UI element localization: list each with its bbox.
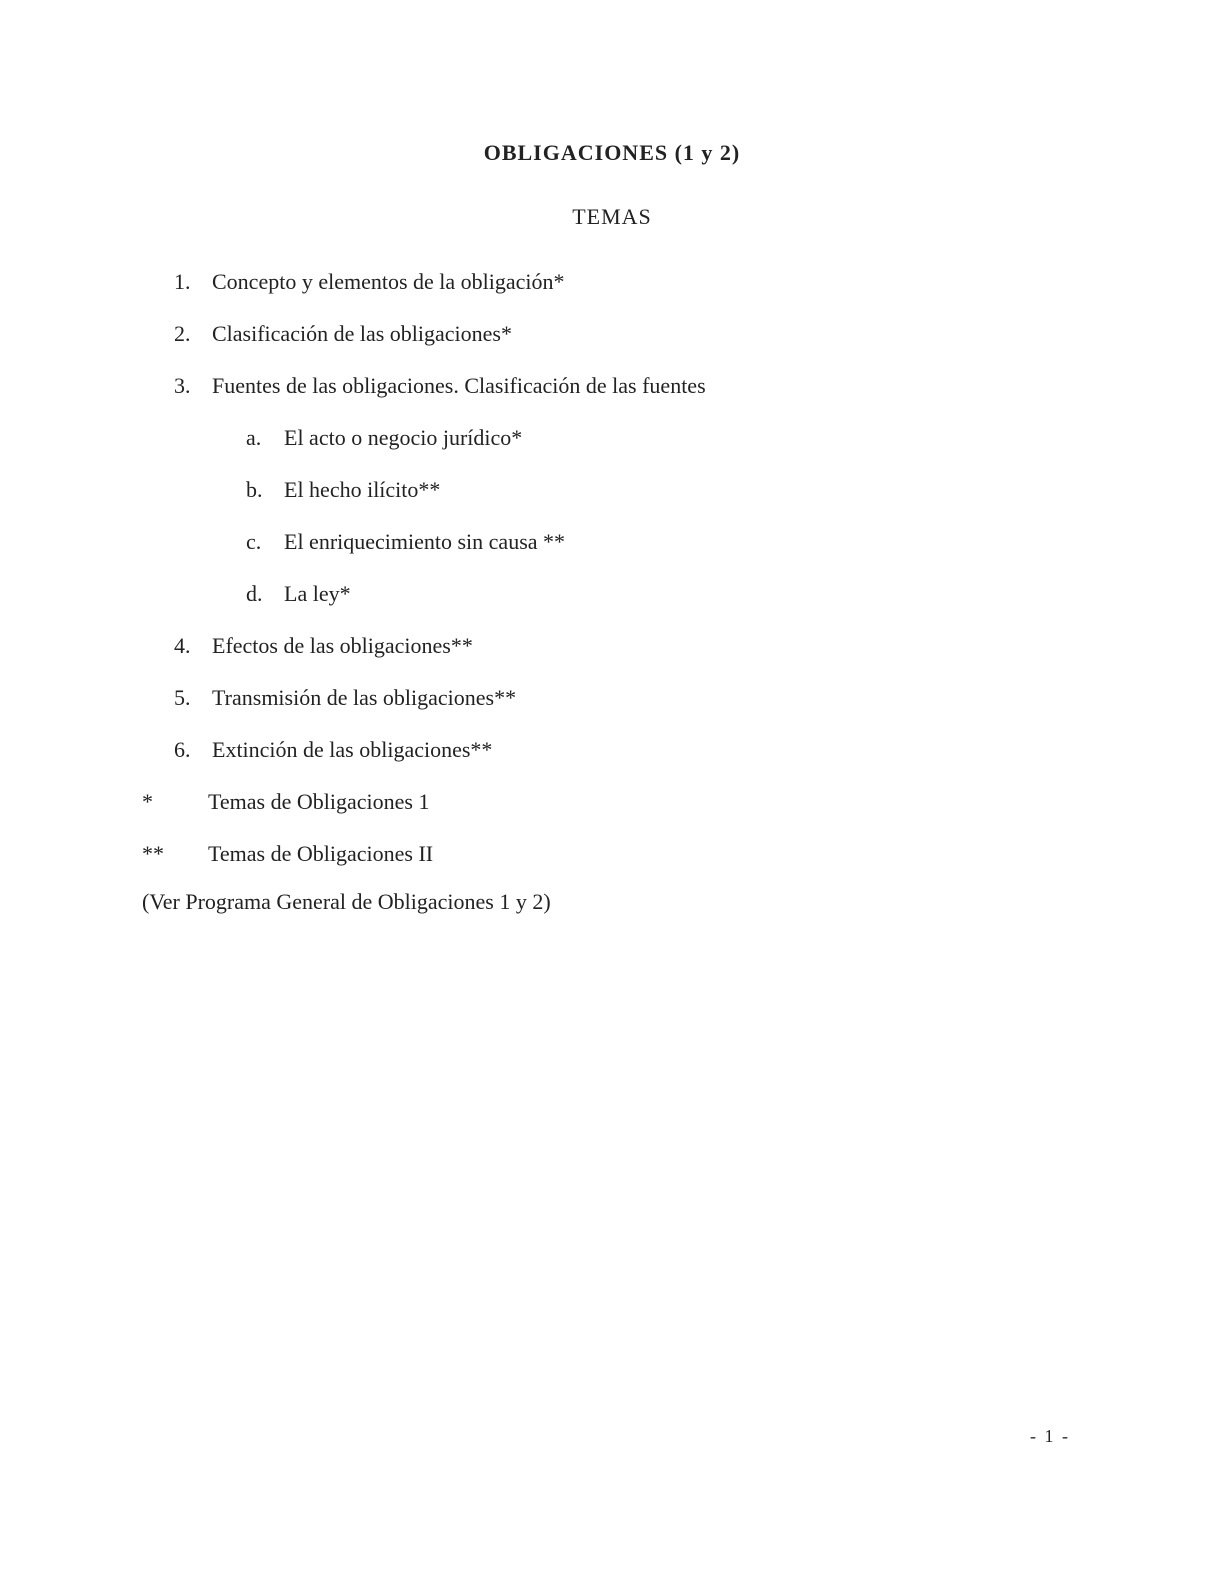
legend-note [142, 840, 433, 868]
sub-list-item-text: El hecho ilícito** [284, 477, 441, 502]
legend-note [142, 788, 429, 816]
list-item-marker: 3. [174, 373, 191, 398]
list-item-text: Fuentes de las obligaciones. Clasificación de las fuentes [212, 373, 706, 398]
sub-list-item-marker: c. [246, 529, 262, 554]
legend-note-text: Temas de Obligaciones 1 [208, 789, 430, 814]
list-item-text: Extinción de las obligaciones** [212, 737, 493, 762]
list-item [174, 736, 492, 764]
sub-list-item-marker: b. [246, 477, 263, 502]
legend-note-marker: ** [142, 841, 164, 866]
list-item-text: Efectos de las obligaciones** [212, 633, 473, 658]
list-item-text: Clasificación de las obligaciones* [212, 321, 512, 346]
legend-note-marker: * [142, 789, 153, 814]
document-title: OBLIGACIONES (1 y 2) [483, 140, 741, 165]
list-item [174, 268, 565, 296]
sub-list-item [246, 424, 522, 452]
list-item [174, 320, 512, 348]
list-item-marker: 2. [174, 321, 191, 346]
sub-list-item [246, 580, 351, 608]
list-item-marker: 1. [174, 269, 191, 294]
footnote: (Ver Programa General de Obligaciones 1 y 2) [142, 889, 551, 914]
list-item [174, 632, 473, 660]
sub-list-item [246, 528, 565, 556]
sub-list-item-text: El acto o negocio jurídico* [284, 425, 523, 450]
document-subtitle: TEMAS [572, 204, 652, 229]
sub-list-item-marker: a. [246, 425, 262, 450]
legend-note-text: Temas de Obligaciones II [208, 841, 434, 866]
list-item [174, 684, 516, 712]
list-item [174, 372, 706, 400]
list-item-marker: 6. [174, 737, 191, 762]
sub-list-item-text: La ley* [284, 581, 351, 606]
list-item-marker: 5. [174, 685, 191, 710]
page-number: - 1 - [1030, 1426, 1070, 1446]
list-item-text: Concepto y elementos de la obligación* [212, 269, 565, 294]
list-item-text: Transmisión de las obligaciones** [212, 685, 517, 710]
list-item-marker: 4. [174, 633, 191, 658]
sub-list-item-marker: d. [246, 581, 263, 606]
sub-list-item [246, 476, 440, 504]
sub-list-item-text: El enriquecimiento sin causa ** [284, 529, 566, 554]
